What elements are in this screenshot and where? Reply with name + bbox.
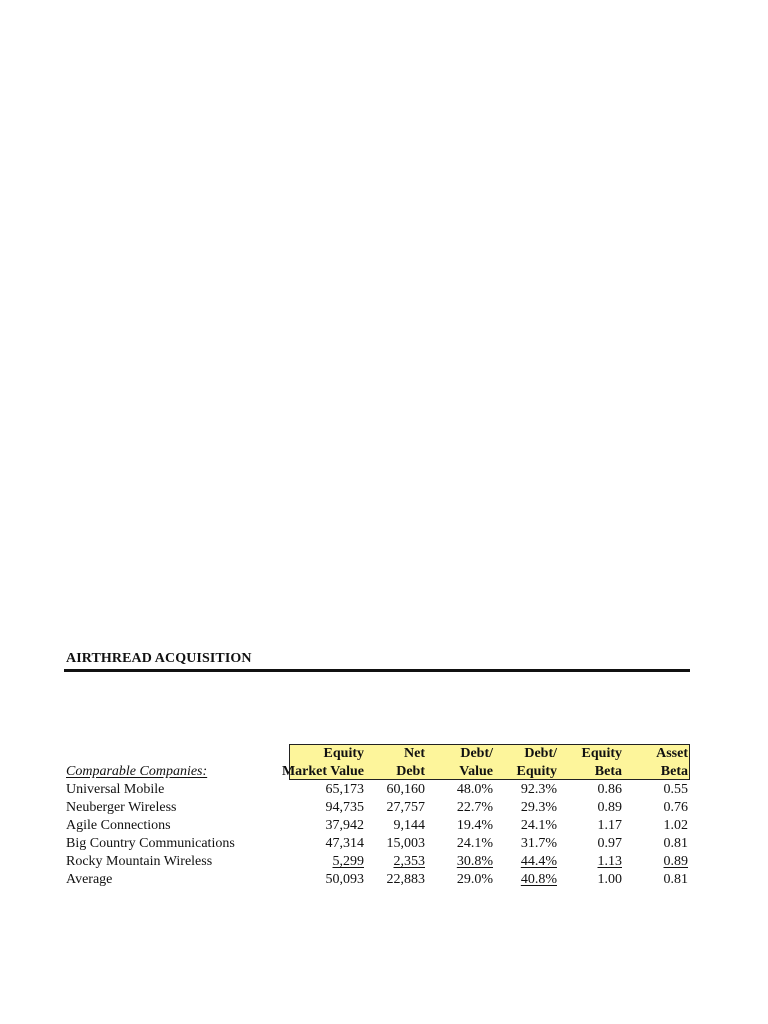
row-label: Universal Mobile: [66, 782, 165, 797]
col-header-asset-beta-1: Asset: [656, 746, 688, 761]
col-header-equity-beta-2: Beta: [594, 764, 622, 779]
cell-debt-to-equity: 92.3%: [520, 782, 557, 797]
cell-equity-market-value: 37,942: [325, 818, 364, 833]
col-header-debt-to-equity-2: Equity: [516, 764, 557, 779]
cell-net-debt: 2,353: [393, 854, 425, 869]
cell-debt-to-equity: 31.7%: [520, 836, 557, 851]
col-header-equity-market-value-2: Market Value: [281, 764, 364, 779]
col-header-equity-beta-1: Equity: [581, 746, 622, 761]
col-header-debt-to-equity-1: Debt/: [524, 746, 557, 761]
row-label: Neuberger Wireless: [66, 800, 177, 815]
cell-debt-to-equity: 24.1%: [520, 818, 557, 833]
cell-net-debt: 15,003: [386, 836, 425, 851]
cell-asset-beta: 0.55: [663, 782, 688, 797]
cell-equity-beta: 0.86: [597, 782, 622, 797]
col-header-net-debt-2: Debt: [396, 764, 425, 779]
cell-net-debt: 9,144: [393, 818, 425, 833]
col-header-asset-beta-2: Beta: [660, 764, 688, 779]
cell-equity-market-value: 65,173: [325, 782, 364, 797]
col-header-equity-market-value-1: Equity: [323, 746, 364, 761]
cell-debt-to-value: 22.7%: [456, 800, 493, 815]
cell-equity-market-value: 94,735: [325, 800, 364, 815]
cell-asset-beta: 0.89: [663, 854, 688, 869]
document-title: AIRTHREAD ACQUISITION: [66, 651, 252, 666]
row-label: Average: [66, 872, 113, 887]
col-header-debt-to-value-1: Debt/: [460, 746, 493, 761]
cell-equity-beta: 0.89: [597, 800, 622, 815]
cell-debt-to-value: 30.8%: [456, 854, 493, 869]
section-label: Comparable Companies:: [66, 764, 208, 779]
cell-net-debt: 22,883: [386, 872, 425, 887]
cell-equity-market-value: 47,314: [325, 836, 364, 851]
cell-debt-to-value: 24.1%: [456, 836, 493, 851]
cell-net-debt: 60,160: [386, 782, 425, 797]
cell-debt-to-equity: 40.8%: [520, 872, 557, 887]
cell-equity-market-value: 5,299: [332, 854, 364, 869]
cell-debt-to-value: 19.4%: [456, 818, 493, 833]
cell-debt-to-value: 48.0%: [456, 782, 493, 797]
cell-equity-market-value: 50,093: [325, 872, 364, 887]
cell-net-debt: 27,757: [386, 800, 425, 815]
cell-asset-beta: 0.76: [663, 800, 688, 815]
row-label: Big Country Communications: [66, 836, 235, 851]
cell-equity-beta: 1.13: [597, 854, 622, 869]
cell-debt-to-value: 29.0%: [456, 872, 493, 887]
col-header-debt-to-value-2: Value: [459, 764, 493, 779]
cell-debt-to-equity: 29.3%: [520, 800, 557, 815]
title-rule: [64, 669, 690, 672]
row-label: Agile Connections: [66, 818, 171, 833]
cell-asset-beta: 0.81: [663, 872, 688, 887]
cell-equity-beta: 0.97: [597, 836, 622, 851]
cell-debt-to-equity: 44.4%: [520, 854, 557, 869]
cell-equity-beta: 1.17: [597, 818, 622, 833]
col-header-net-debt-1: Net: [404, 746, 425, 761]
cell-asset-beta: 1.02: [663, 818, 688, 833]
row-label: Rocky Mountain Wireless: [66, 854, 213, 869]
cell-equity-beta: 1.00: [597, 872, 622, 887]
cell-asset-beta: 0.81: [663, 836, 688, 851]
